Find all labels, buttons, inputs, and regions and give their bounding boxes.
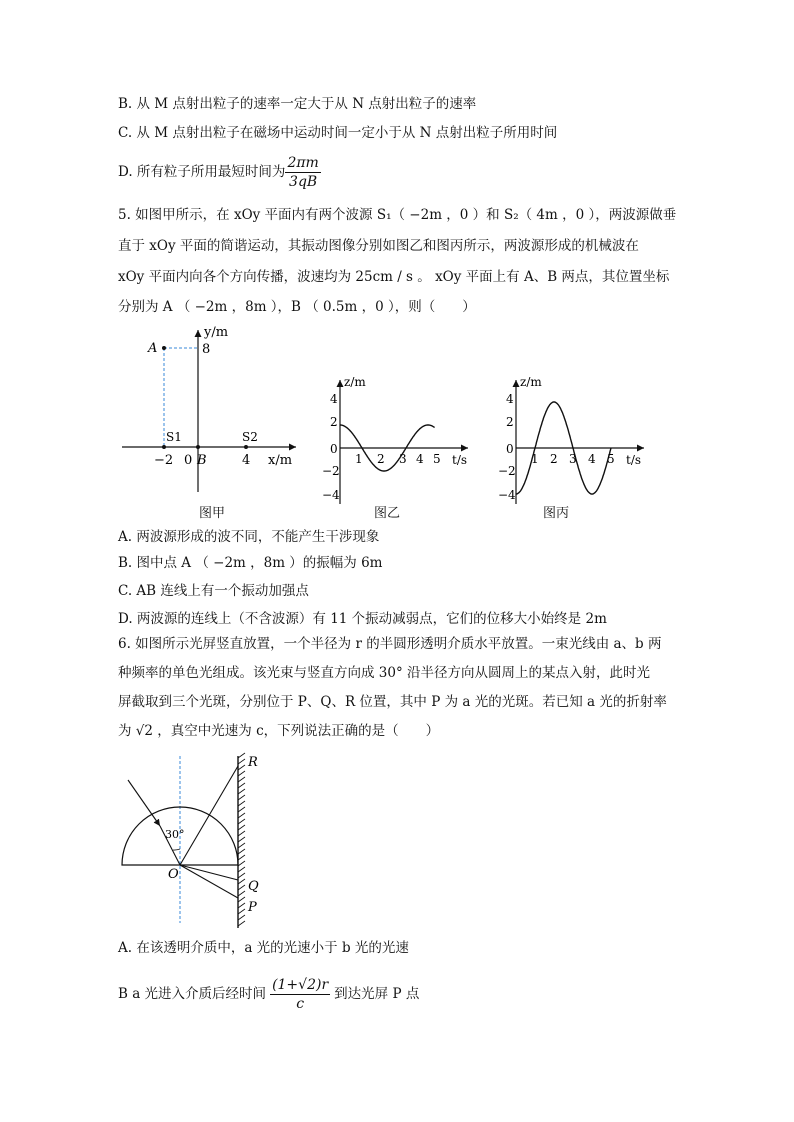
- q6-stem-line2: 种频率的单色光组成。该光束与竖直方向成 30° 沿半径方向从圆周上的某点入射，此时光: [118, 665, 651, 681]
- z-tick-2: 2: [330, 415, 338, 429]
- q5-stem-line2: 直于 xOy 平面的简谐运动，其振动图像分别如图乙和图丙所示，两波源形成的机械波在: [118, 238, 639, 254]
- q5-stem-line4: 分别为 A （ −2m ，8m ），B （ 0.5m ，0 ），则（ ）: [118, 299, 476, 315]
- t-tick-4: 4: [416, 452, 424, 466]
- x-axis-label: x/m: [268, 453, 293, 468]
- q6-stem-line3: 屏截取到三个光斑，分别位于 P、Q、R 位置，其中 P 为 a 光的光斑。若已知 a 光的折射率: [118, 694, 667, 710]
- fraction-denominator: 3qB: [289, 173, 318, 190]
- t-tick-4: 4: [588, 452, 596, 466]
- q6-option-a: A. 在该透明介质中，a 光的光速小于 b 光的光速: [118, 940, 409, 956]
- q4-option-b: B. 从 M 点射出粒子的速率一定大于从 N 点射出粒子的速率: [118, 96, 477, 112]
- figure-optics: [118, 748, 278, 933]
- figure-jia: [118, 322, 308, 497]
- t-tick-3: 3: [569, 452, 577, 466]
- reflected-ray-r: [180, 766, 238, 865]
- point-s2: [244, 445, 248, 449]
- point-a: [162, 346, 166, 350]
- y-tick-8: 8: [202, 342, 211, 357]
- x-tick-4: 4: [242, 453, 251, 468]
- screen-hatching: [238, 753, 245, 926]
- q6-stem-line1: 6. 如图所示光屏竖直放置，一个半径为 r 的半圆形透明介质水平放置。一束光线由 a、b 两: [118, 636, 662, 652]
- z-axis-label: z/m: [344, 375, 366, 389]
- label-q: Q: [248, 879, 259, 894]
- x-tick-0: 0: [184, 453, 193, 468]
- point-s1: [162, 445, 166, 449]
- q5-stem-line3: xOy 平面内向各个方向传播，波速均为 25cm / s 。 xOy 平面上有 A、B 两点，其位置坐标: [118, 269, 670, 285]
- figure-yi: [318, 372, 478, 506]
- figure-bing: [494, 372, 654, 506]
- label-s1: S1: [166, 430, 182, 444]
- q5-option-c: C. AB 连线上有一个振动加强点: [118, 583, 309, 599]
- z-tick-0: 0: [506, 442, 514, 456]
- y-axis-label: y/m: [204, 325, 229, 340]
- z-tick-minus2: −2: [322, 464, 340, 478]
- q6-option-b: [118, 970, 419, 1018]
- x-tick-minus2: −2: [154, 453, 174, 468]
- q6-stem-line4: 为 √2 ，真空中光速为 c，下列说法正确的是（ ）: [118, 723, 440, 739]
- q6-option-b-tail: 到达光屏 P 点: [334, 986, 420, 1002]
- z-axis-label: z/m: [520, 375, 542, 389]
- caption-jia: 图甲: [199, 506, 226, 521]
- t-tick-2: 2: [377, 452, 385, 466]
- caption-yi: 图乙: [374, 506, 401, 521]
- z-tick-4: 4: [506, 392, 514, 406]
- z-tick-0: 0: [330, 442, 338, 456]
- fraction-numerator: (1+√2)r: [272, 976, 329, 993]
- q5-option-a: A. 两波源形成的波不同，不能产生干涉现象: [118, 529, 380, 545]
- fraction-denominator: c: [296, 995, 305, 1012]
- t-tick-1: 1: [355, 452, 363, 466]
- label-o: O: [168, 867, 179, 882]
- q4-option-d-text: D. 所有粒子所用最短时间为: [118, 164, 286, 180]
- t-tick-5: 5: [433, 452, 441, 466]
- angle-label: 30°: [165, 828, 185, 841]
- caption-bing: 图丙: [543, 506, 570, 521]
- z-tick-minus2: −2: [498, 464, 516, 478]
- q4-option-d-fraction: [285, 154, 320, 191]
- t-tick-5: 5: [607, 452, 615, 466]
- q5-option-d: D. 两波源的连线上（不含波源）有 11 个振动减弱点，它们的位移大小始终是 2m: [118, 611, 607, 627]
- t-axis-label: t/s: [452, 453, 468, 467]
- fraction-numerator: 2πm: [287, 154, 319, 171]
- refracted-ray-q: [180, 865, 238, 880]
- q6-option-b-text: B a 光进入介质后经时间: [118, 986, 267, 1002]
- label-r: R: [248, 755, 258, 770]
- z-tick-4: 4: [330, 392, 338, 406]
- label-s2: S2: [242, 430, 258, 444]
- z-tick-minus4: −4: [322, 488, 340, 502]
- angle-arc: [173, 849, 180, 850]
- q5-option-b: B. 图中点 A （ −2m ，8m ）的振幅为 6m: [118, 555, 383, 571]
- z-tick-minus4: −4: [498, 488, 516, 502]
- t-tick-1: 1: [531, 452, 539, 466]
- label-b: B: [197, 453, 207, 468]
- label-a: A: [148, 341, 158, 356]
- z-tick-2: 2: [506, 415, 514, 429]
- t-tick-3: 3: [399, 452, 407, 466]
- label-p: P: [248, 900, 257, 915]
- t-axis-label: t/s: [626, 453, 642, 467]
- q4-option-c: C. 从 M 点射出粒子在磁场中运动时间一定小于从 N 点射出粒子所用时间: [118, 125, 558, 141]
- t-tick-2: 2: [550, 452, 558, 466]
- q4-option-d: [118, 152, 321, 192]
- q5-stem-line1: 5. 如图甲所示，在 xOy 平面内有两个波源 S₁（ −2m ，0 ）和 S₂（ 4m ，0 ），两波源做垂: [118, 207, 677, 223]
- point-b: [196, 445, 200, 449]
- q6-option-b-fraction: [270, 976, 330, 1013]
- refracted-ray-p: [180, 865, 238, 898]
